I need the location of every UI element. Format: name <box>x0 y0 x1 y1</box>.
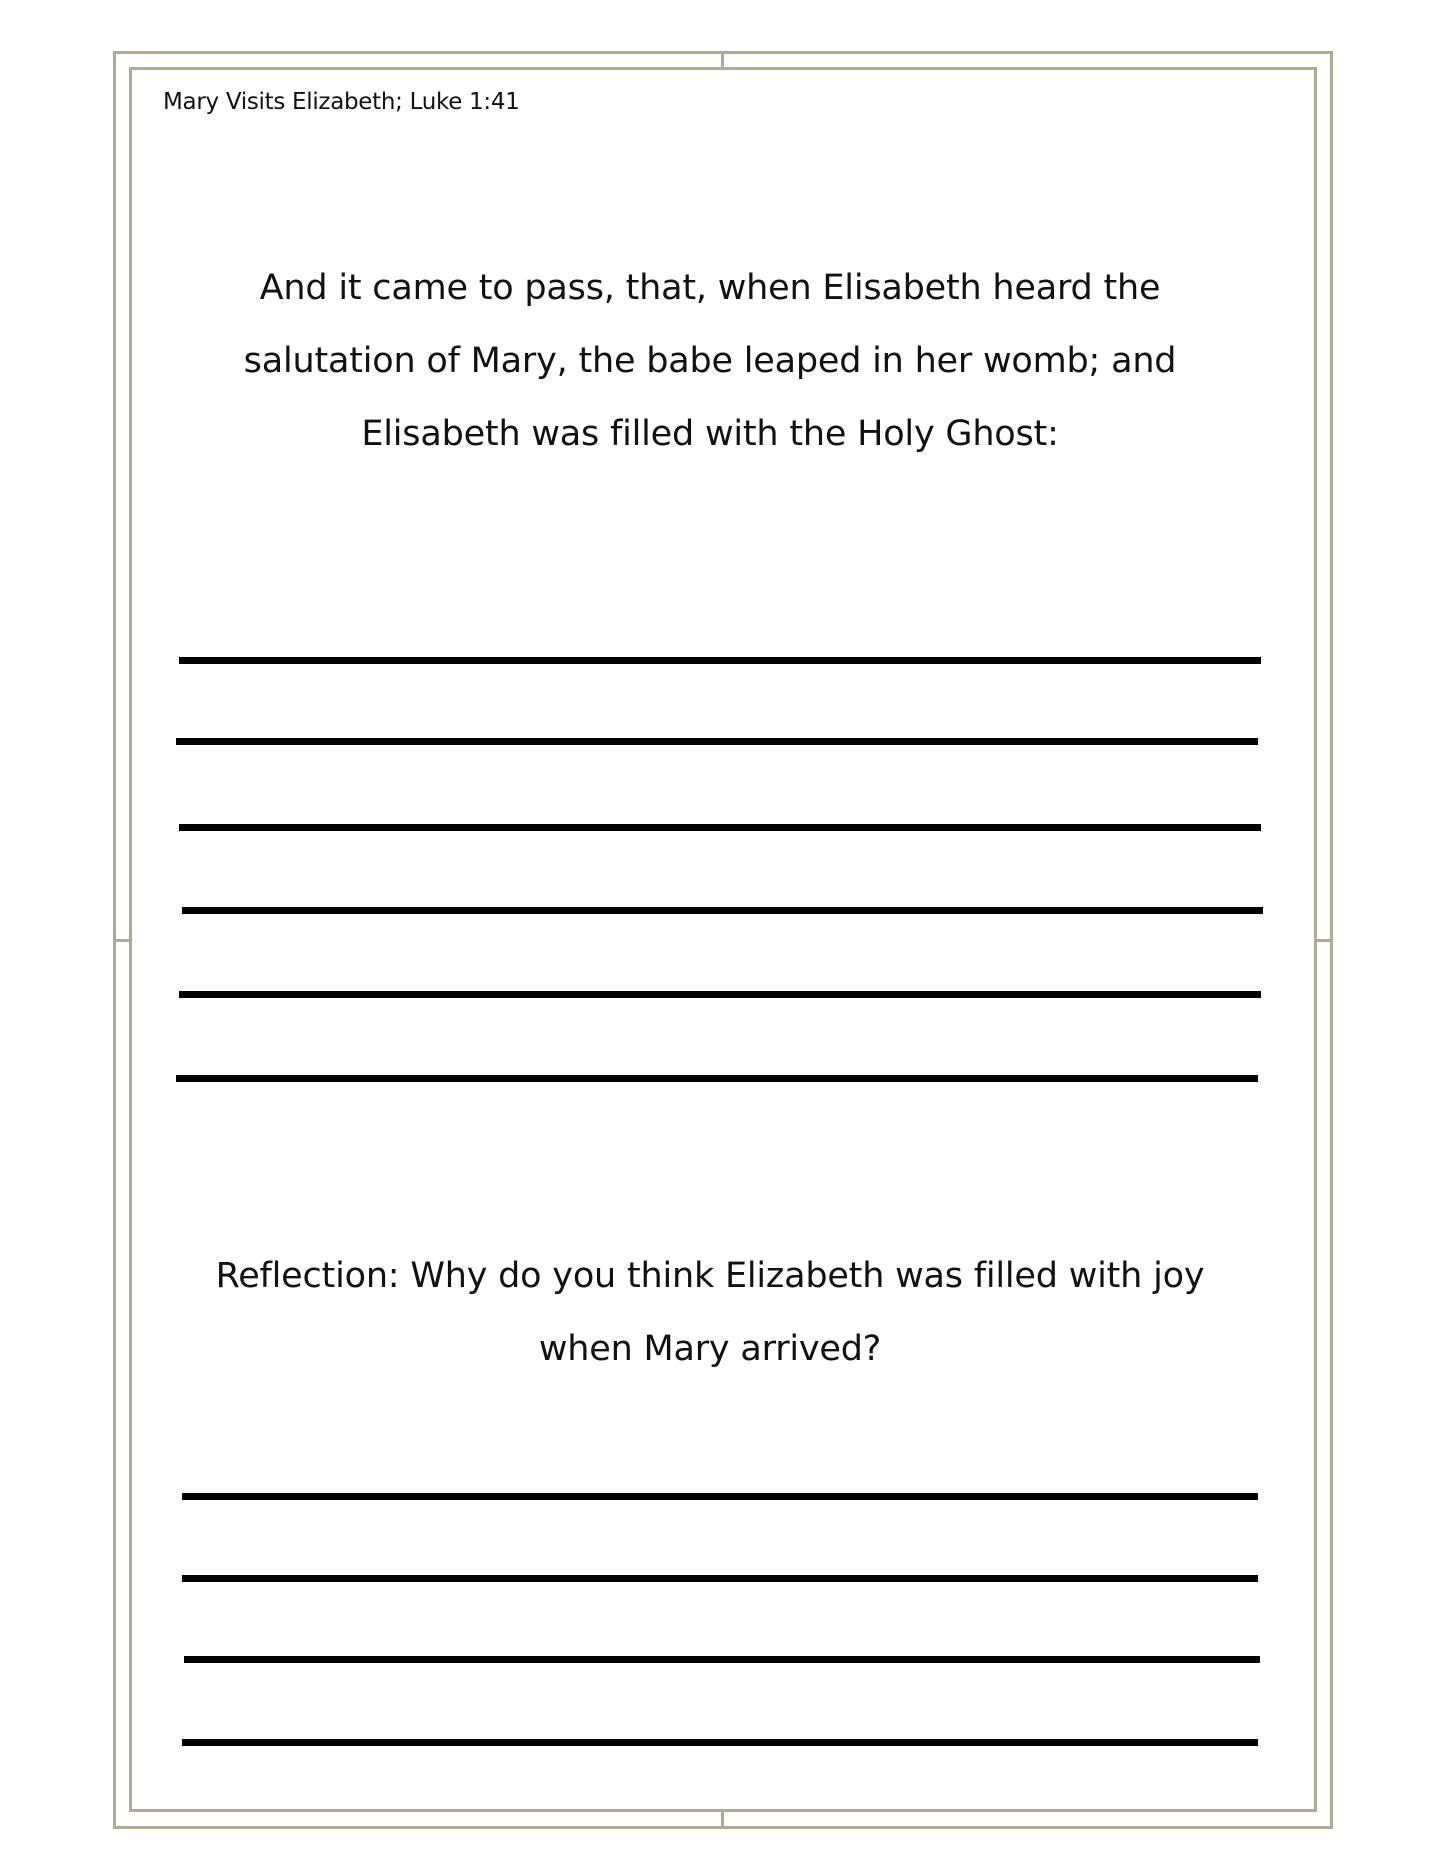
answer-line[interactable] <box>182 1739 1258 1746</box>
scripture-verse <box>150 252 1270 471</box>
border-connector-right <box>1315 939 1332 942</box>
reflection-line: Reflection: Why do you think Elizabeth was filled with joy <box>215 1256 1205 1296</box>
verse-line: And it came to pass, that, when Elisabeth heard the <box>259 268 1161 308</box>
writing-line[interactable] <box>182 907 1263 914</box>
answer-line[interactable] <box>182 1493 1258 1500</box>
writing-line[interactable] <box>179 991 1261 998</box>
writing-line[interactable] <box>176 1075 1258 1082</box>
verse-line: salutation of Mary, the babe leaped in her womb; and <box>243 341 1177 381</box>
border-connector-bottom <box>721 1811 724 1828</box>
verse-line: Elisabeth was filled with the Holy Ghost: <box>361 414 1059 454</box>
reflection-line: when Mary arrived? <box>538 1329 882 1369</box>
writing-line[interactable] <box>179 657 1261 664</box>
answer-line[interactable] <box>182 1575 1258 1582</box>
worksheet-title: Mary Visits Elizabeth; Luke 1:41 <box>163 89 520 115</box>
writing-line[interactable] <box>176 738 1258 745</box>
border-connector-top <box>721 52 724 69</box>
writing-line[interactable] <box>179 824 1261 831</box>
border-connector-left <box>114 939 131 942</box>
answer-line[interactable] <box>184 1656 1260 1663</box>
reflection-prompt <box>150 1240 1270 1386</box>
